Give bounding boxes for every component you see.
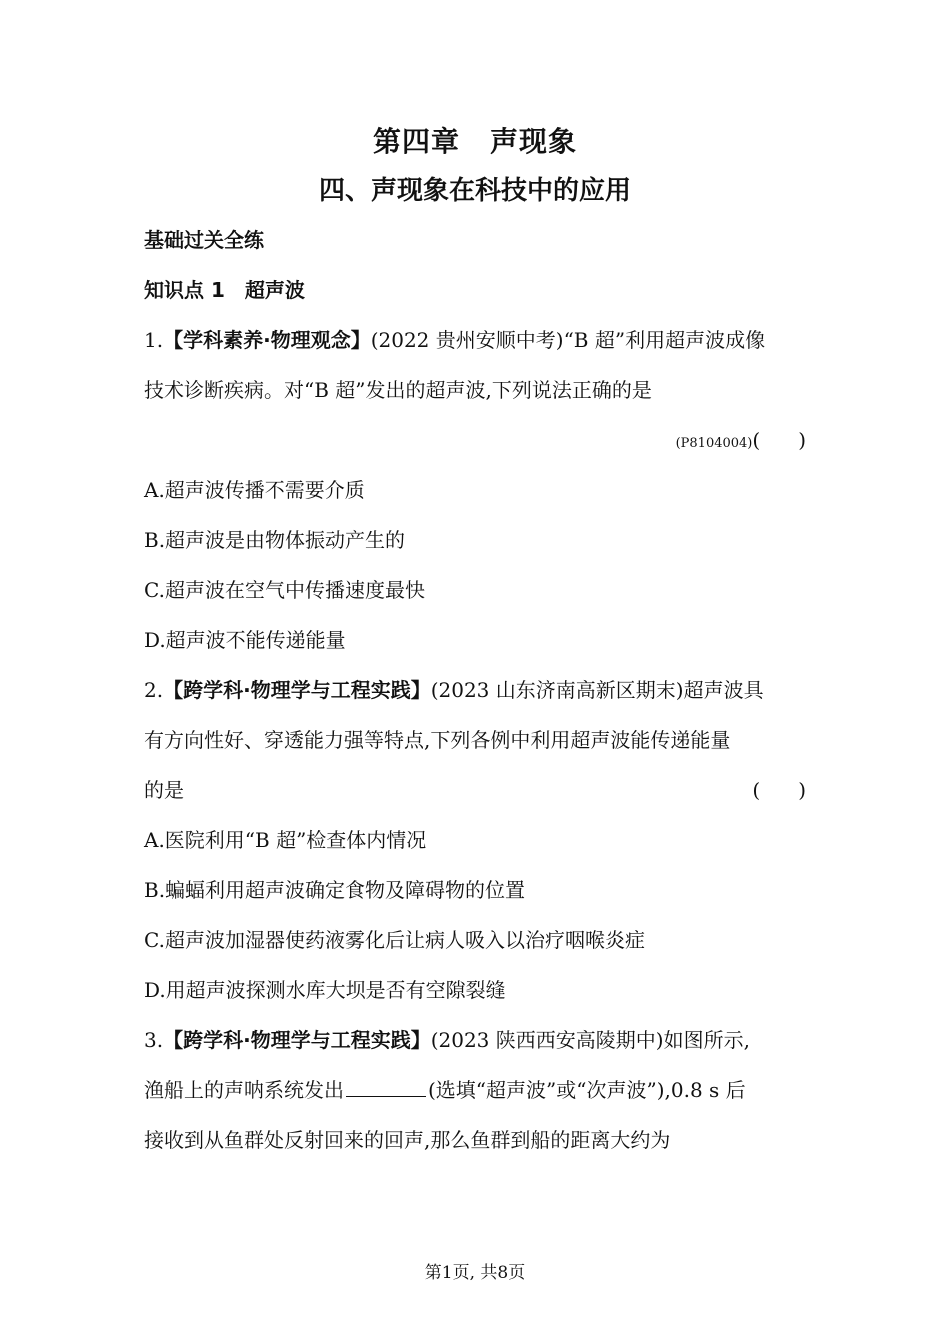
question-3-line-1 <box>144 1022 806 1072</box>
section-title: 四、声现象在科技中的应用 <box>318 176 631 206</box>
option: A.超声波传播不需要介质 <box>144 478 365 502</box>
option: A.医院利用“B 超”检查体内情况 <box>144 828 427 852</box>
subheading-basic: 基础过关全练 <box>144 228 264 252</box>
option: C.超声波加湿器使药液雾化后让病人吸入以治疗咽喉炎症 <box>144 928 645 952</box>
question-text: 渔船上的声呐系统发出 <box>144 1078 344 1102</box>
question-tag: 【跨学科·物理学与工程实践】 <box>163 678 431 702</box>
question-code: (P8104004) <box>675 436 753 451</box>
question-3-line-2 <box>144 1072 806 1122</box>
answer-bracket[interactable]: ( ) <box>752 778 806 802</box>
chapter-title <box>0 120 950 160</box>
option: C.超声波在空气中传播速度最快 <box>144 578 425 602</box>
question-number: 3. <box>144 1028 164 1052</box>
question-number: 2. <box>144 678 164 702</box>
question-text: (2023 陕西西安高陵期中)如图所示, <box>430 1028 750 1052</box>
question-1-answer-slot <box>144 422 806 472</box>
question-2-line-1 <box>144 672 806 722</box>
knowledge-point-label: 知识点 1 <box>144 278 225 302</box>
question-3-line-3: 接收到从鱼群处反射回来的回声,那么鱼群到船的距离大约为 <box>144 1128 671 1152</box>
chapter-number: 第四章 <box>372 125 460 158</box>
question-2-line-2: 有方向性好、穿透能力强等特点,下列各例中利用超声波能传递能量 <box>144 728 731 752</box>
chapter-name: 声现象 <box>490 125 578 158</box>
question-text: 的是 <box>144 778 184 802</box>
question-text: (2023 山东济南高新区期末)超声波具 <box>430 678 764 702</box>
question-text: (选填“超声波”或“次声波”),0.8 s 后 <box>428 1078 746 1102</box>
knowledge-point-topic: 超声波 <box>244 278 305 302</box>
option: D.用超声波探测水库大坝是否有空隙裂缝 <box>144 978 506 1002</box>
knowledge-point-heading <box>144 272 806 322</box>
question-tag: 【跨学科·物理学与工程实践】 <box>163 1028 431 1052</box>
answer-bracket[interactable]: ( ) <box>752 428 806 452</box>
question-text: (2022 贵州安顺中考)“B 超”利用超声波成像 <box>370 328 766 352</box>
question-2-line-3 <box>144 772 806 822</box>
option: B.超声波是由物体振动产生的 <box>144 528 406 552</box>
question-number: 1. <box>144 328 164 352</box>
option: B.蝙蝠利用超声波确定食物及障碍物的位置 <box>144 878 526 902</box>
question-1-line-1 <box>144 322 806 372</box>
question-tag: 【学科素养·物理观念】 <box>163 328 371 352</box>
page-footer: 第1页, 共8页 <box>424 1263 526 1283</box>
question-1-line-2: 技术诊断疾病。对“B 超”发出的超声波,下列说法正确的是 <box>144 378 652 402</box>
content-body <box>144 222 806 1172</box>
fill-in-blank[interactable] <box>346 1074 426 1097</box>
option: D.超声波不能传递能量 <box>144 628 346 652</box>
